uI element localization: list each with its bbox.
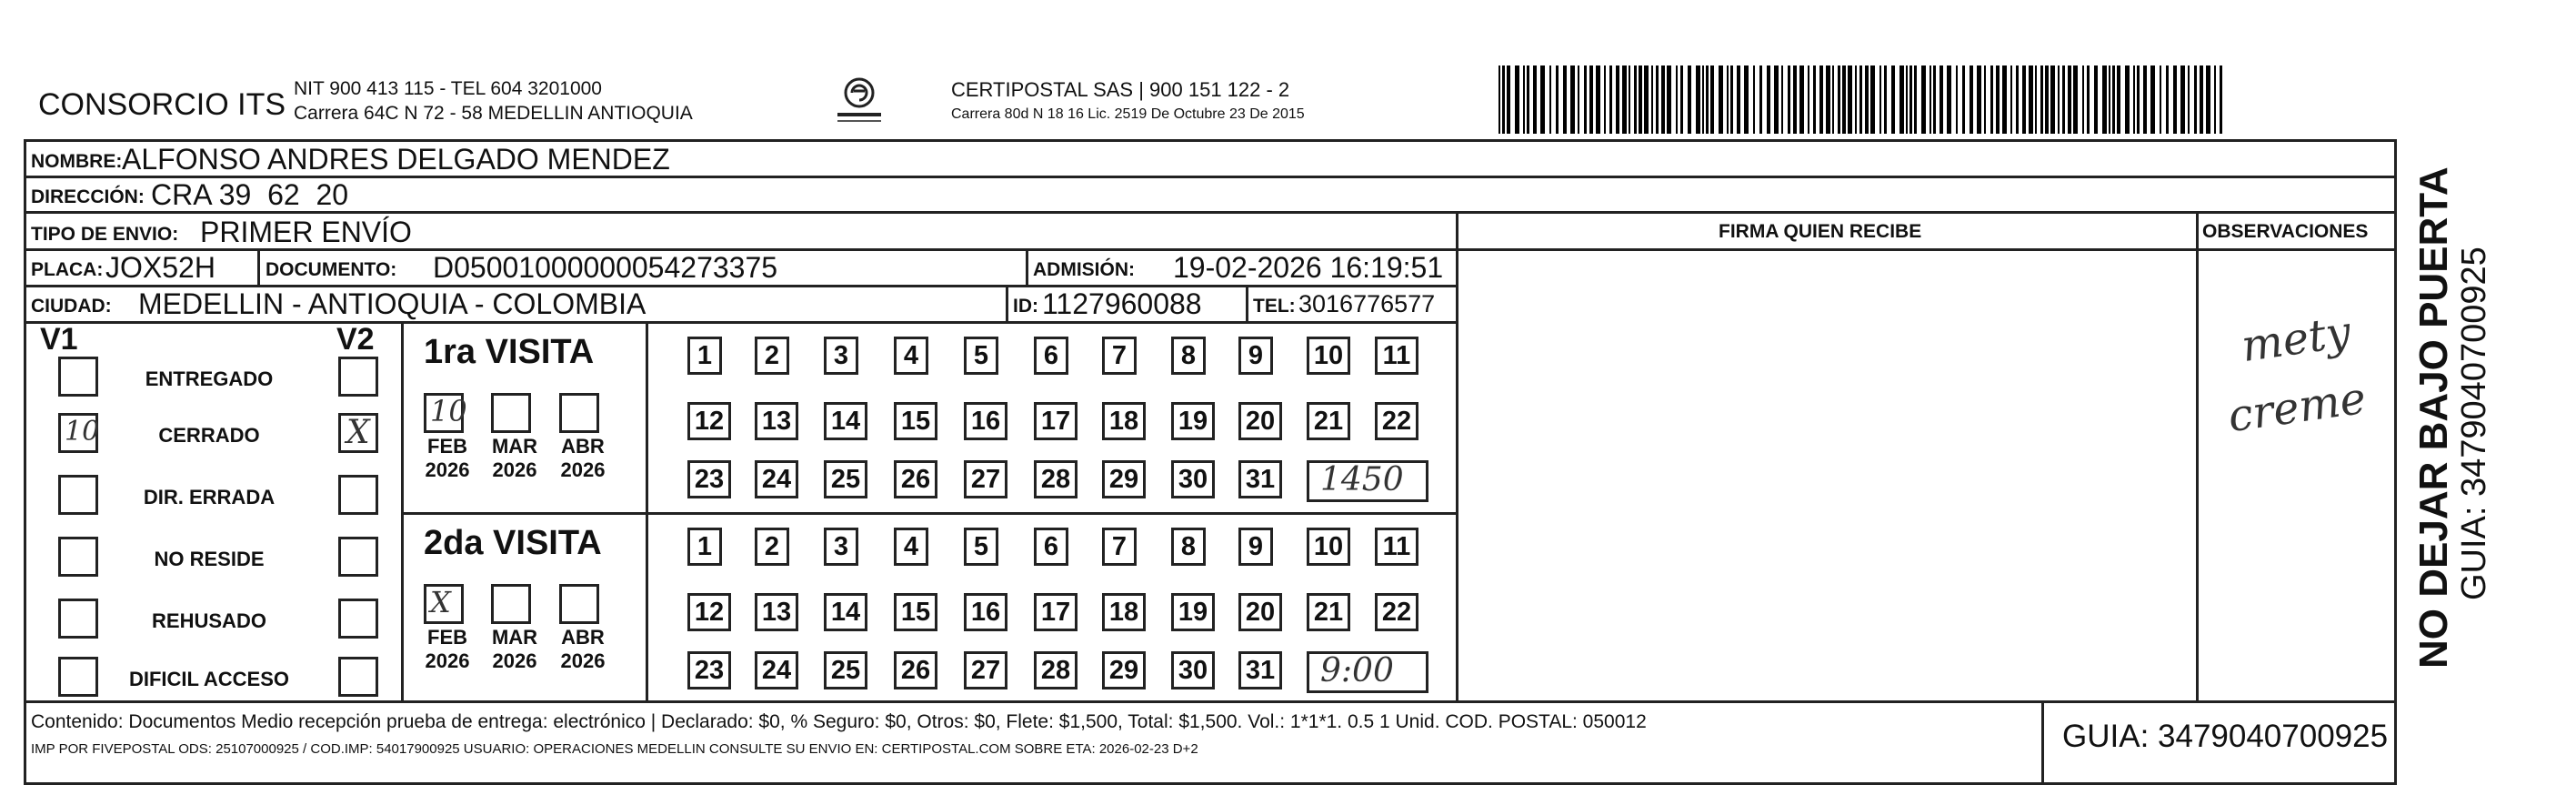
tipo-envio-label: TIPO DE ENVIO: <box>31 224 179 245</box>
visit1-day-box[interactable]: 7 <box>1102 337 1137 375</box>
tel-label: TEL: <box>1253 296 1296 317</box>
barcode-bar <box>2010 65 2012 134</box>
visit2-day-box[interactable]: 4 <box>894 528 928 566</box>
visit1-day-box[interactable]: 24 <box>755 460 798 498</box>
visit2-day-box[interactable]: 9 <box>1238 528 1273 566</box>
carrier-address: Carrera 80d N 18 16 Lic. 2519 De Octubre 23 De 2015 <box>951 106 1305 122</box>
visit2-month-mark: X <box>430 585 451 619</box>
carrier-name: CERTIPOSTAL SAS | 900 151 122 - 2 <box>951 78 1290 101</box>
visit1-title: 1ra VISITA <box>424 333 595 371</box>
observacion-handwritten-2: creme <box>2224 372 2370 443</box>
nombre-value: ALFONSO ANDRES DELGADO MENDEZ <box>122 143 670 176</box>
barcode-bar <box>2206 65 2210 134</box>
barcode-bar <box>2173 65 2177 134</box>
direccion-label: DIRECCIÓN: <box>31 186 145 207</box>
status-v2-checkbox[interactable] <box>338 657 378 697</box>
id-label: ID: <box>1013 296 1038 317</box>
barcode-bar <box>1680 65 1683 134</box>
barcode-bar <box>2143 65 2147 134</box>
barcode-bar <box>1788 65 1790 134</box>
barcode-bar <box>2022 65 2026 134</box>
visit2-title: 2da VISITA <box>424 524 602 562</box>
status-v2-mark: X <box>346 414 370 451</box>
status-label: REHUSADO <box>152 609 266 632</box>
visit1-day-box[interactable]: 12 <box>687 402 731 440</box>
visit2-time-handwritten: 9:00 <box>1320 652 1394 689</box>
barcode-bar <box>1774 65 1779 134</box>
barcode-bar <box>1933 65 1936 134</box>
status-v1-checkbox[interactable] <box>58 475 98 515</box>
barcode-bar <box>2194 65 2197 134</box>
barcode-bar <box>2117 65 2120 134</box>
barcode-bar <box>2214 65 2216 134</box>
barcode-bar <box>1744 65 1749 134</box>
visit2-day-box[interactable]: 13 <box>755 593 798 631</box>
barcode-bar <box>1996 65 2000 134</box>
barcode-bar <box>1616 65 1619 134</box>
tel-value: 3016776577 <box>1298 290 1436 317</box>
status-v1-checkbox[interactable] <box>58 357 98 397</box>
visit1-day-box[interactable]: 14 <box>824 402 867 440</box>
barcode-bar <box>2082 65 2084 134</box>
barcode-bar <box>1929 65 1931 134</box>
barcode-bar <box>1696 65 1700 134</box>
barcode-bar <box>1984 65 1986 134</box>
barcode-bar <box>1730 65 1733 134</box>
barcode-bar <box>1793 65 1797 134</box>
observacion-handwritten-1: mety <box>2238 306 2354 373</box>
barcode-bar <box>1956 65 1958 134</box>
visit2-day-box[interactable]: 27 <box>964 651 1007 689</box>
company-address: Carrera 64C N 72 - 58 MEDELLIN ANTIOQUIA <box>294 103 693 124</box>
visit1-day-box[interactable]: 20 <box>1238 402 1282 440</box>
visit1-day-box[interactable]: 22 <box>1375 402 1418 440</box>
admision-label: ADMISIÓN: <box>1033 259 1135 280</box>
visit2-month-label: ABR <box>561 626 605 649</box>
visit1-day-box[interactable]: 23 <box>687 460 731 498</box>
visit1-time-handwritten: 1450 <box>1320 461 1404 498</box>
barcode-bar <box>1855 65 1857 134</box>
company-name: CONSORCIO ITS <box>38 87 286 122</box>
barcode-bar <box>1533 65 1537 134</box>
barcode-bar <box>2068 65 2071 134</box>
barcode <box>1498 65 2226 134</box>
barcode-bar <box>2109 65 2110 134</box>
observaciones-header: OBSERVACIONES <box>2202 221 2369 242</box>
barcode-bar <box>1702 65 1704 134</box>
visit2-day-box[interactable]: 25 <box>824 651 867 689</box>
barcode-bar <box>2035 65 2037 134</box>
visit2-month-label: FEB <box>427 626 467 649</box>
visit2-day-box[interactable]: 8 <box>1171 528 1206 566</box>
barcode-bar <box>1589 65 1593 134</box>
barcode-bar <box>2029 65 2033 134</box>
barcode-bar <box>1819 65 1823 134</box>
barcode-bar <box>1498 65 1500 134</box>
visit2-day-box[interactable]: 20 <box>1238 593 1282 631</box>
barcode-bar <box>1540 65 1545 134</box>
barcode-bar <box>2045 65 2049 134</box>
visit2-day-box[interactable]: 6 <box>1034 528 1068 566</box>
barcode-bar <box>1759 65 1762 134</box>
barcode-bar <box>2180 65 2185 134</box>
visit1-month-checkbox[interactable] <box>491 393 531 433</box>
barcode-bar <box>1799 65 1804 134</box>
visit2-day-box[interactable]: 10 <box>1307 528 1350 566</box>
visit1-day-box[interactable]: 10 <box>1307 337 1350 375</box>
visit2-day-box[interactable]: 23 <box>687 651 731 689</box>
barcode-bar <box>2220 65 2222 134</box>
barcode-bar <box>1914 65 1918 134</box>
barcode-bar <box>1570 65 1575 134</box>
visit2-day-box[interactable]: 5 <box>964 528 998 566</box>
visit2-day-box[interactable]: 24 <box>755 651 798 689</box>
barcode-bar <box>1899 65 1904 134</box>
documento-value: D05001000000054273375 <box>433 251 778 284</box>
barcode-bar <box>2160 65 2161 134</box>
barcode-bar <box>1719 65 1723 134</box>
barcode-bar <box>1737 65 1740 134</box>
barcode-bar <box>1622 65 1627 134</box>
barcode-bar <box>1596 65 1600 134</box>
placa-value: JOX52H <box>105 251 216 284</box>
barcode-bar <box>1688 65 1691 134</box>
status-label: ENTREGADO <box>145 367 274 390</box>
barcode-bar <box>1706 65 1709 134</box>
visit2-day-box[interactable]: 19 <box>1171 593 1215 631</box>
visit1-day-box[interactable]: 27 <box>964 460 1007 498</box>
barcode-bar <box>2050 65 2055 134</box>
barcode-bar <box>1639 65 1642 134</box>
visit2-day-box[interactable]: 22 <box>1375 593 1418 631</box>
visit2-year-label: 2026 <box>560 649 606 672</box>
visit2-day-box[interactable]: 17 <box>1034 593 1078 631</box>
id-value: 1127960088 <box>1042 287 1202 320</box>
admision-value: 19-02-2026 16:19:51 <box>1173 251 1444 284</box>
status-label: DIFICIL ACCESO <box>128 668 289 690</box>
barcode-bar <box>2200 65 2203 134</box>
barcode-bar <box>1676 65 1678 134</box>
visit2-day-box[interactable]: 1 <box>687 528 722 566</box>
visit2-day-box[interactable]: 30 <box>1171 651 1215 689</box>
visit2-month-checkbox[interactable] <box>559 584 599 624</box>
barcode-bar <box>1826 65 1830 134</box>
visit2-time-box <box>1307 651 1428 693</box>
v2-header: V2 <box>336 322 375 357</box>
visit1-day-box[interactable]: 30 <box>1171 460 1215 498</box>
visit1-day-box[interactable]: 18 <box>1102 402 1146 440</box>
status-v2-checkbox[interactable] <box>338 413 378 453</box>
status-v1-mark: 10 <box>65 416 100 448</box>
tipo-envio-value: PRIMER ENVÍO <box>200 216 412 248</box>
barcode-bar <box>1507 65 1510 134</box>
visit1-month-checkbox[interactable] <box>559 393 599 433</box>
visit1-day-box[interactable]: 31 <box>1238 460 1282 498</box>
barcode-bar <box>1767 65 1770 134</box>
status-v2-checkbox[interactable] <box>338 357 378 397</box>
barcode-bar <box>2062 65 2065 134</box>
visit1-day-box[interactable]: 26 <box>894 460 937 498</box>
nombre-label: NOMBRE: <box>31 151 123 172</box>
company-nit: NIT 900 413 115 - TEL 604 3201000 <box>294 78 602 99</box>
barcode-bar <box>1502 65 1505 134</box>
barcode-bar <box>1629 65 1630 134</box>
status-v1-checkbox[interactable] <box>58 657 98 697</box>
barcode-bar <box>2102 65 2107 134</box>
barcode-bar <box>1523 65 1525 134</box>
barcode-bar <box>2073 65 2078 134</box>
visit2-day-box[interactable]: 28 <box>1034 651 1078 689</box>
visit1-time-box <box>1307 460 1428 502</box>
barcode-bar <box>2133 65 2135 134</box>
visit2-day-box[interactable]: 16 <box>964 593 1007 631</box>
barcode-bar <box>1604 65 1606 134</box>
visit1-day-box[interactable]: 16 <box>964 402 1007 440</box>
barcode-bar <box>1644 65 1649 134</box>
status-v2-checkbox[interactable] <box>338 599 378 639</box>
barcode-bar <box>1667 65 1671 134</box>
barcode-bar <box>2040 65 2043 134</box>
barcode-bar <box>1947 65 1951 134</box>
documento-label: DOCUMENTO: <box>266 259 397 280</box>
certipostal-logo <box>832 71 887 127</box>
barcode-bar <box>1515 65 1519 134</box>
visit1-year-label: 2026 <box>492 458 537 481</box>
status-v1-checkbox[interactable] <box>58 537 98 577</box>
visit2-day-box[interactable]: 15 <box>894 593 937 631</box>
status-v1-checkbox[interactable] <box>58 413 98 453</box>
status-label: DIR. ERRADA <box>143 486 276 508</box>
visit2-day-box[interactable]: 14 <box>824 593 867 631</box>
barcode-bar <box>2188 65 2190 134</box>
barcode-bar <box>1838 65 1840 134</box>
visit1-year-label: 2026 <box>425 458 470 481</box>
barcode-bar <box>2137 65 2140 134</box>
status-label: CERRADO <box>158 424 260 447</box>
visit1-month-checkbox[interactable] <box>424 393 467 433</box>
visit2-day-box[interactable]: 12 <box>687 593 731 631</box>
barcode-bar <box>1848 65 1852 134</box>
visit2-day-box[interactable]: 31 <box>1238 651 1282 689</box>
barcode-bar <box>1727 65 1729 134</box>
barcode-bar <box>1651 65 1653 134</box>
visit2-day-box[interactable]: 11 <box>1375 528 1418 566</box>
barcode-bar <box>2058 65 2060 134</box>
visit1-day-box[interactable]: 6 <box>1034 337 1068 375</box>
barcode-bar <box>2016 65 2019 134</box>
visit1-day-box[interactable]: 19 <box>1171 402 1215 440</box>
barcode-bar <box>1753 65 1755 134</box>
barcode-bar <box>1609 65 1612 134</box>
status-v2-checkbox[interactable] <box>338 475 378 515</box>
visit2-day-box[interactable]: 3 <box>824 528 858 566</box>
barcode-bar <box>1906 65 1908 134</box>
barcode-bar <box>1832 65 1834 134</box>
barcode-bar <box>2002 65 2007 134</box>
barcode-bar <box>1962 65 1965 134</box>
visit1-day-box[interactable]: 8 <box>1171 337 1206 375</box>
visit1-day-box[interactable]: 13 <box>755 402 798 440</box>
visit1-day-box[interactable]: 11 <box>1375 337 1418 375</box>
barcode-bar <box>1884 65 1887 134</box>
barcode-bar <box>1549 65 1551 134</box>
visit2-month-checkbox[interactable] <box>491 584 531 624</box>
visit1-day-box[interactable]: 3 <box>824 337 858 375</box>
visit1-month-label: ABR <box>561 435 605 458</box>
barcode-bar <box>1921 65 1926 134</box>
visit1-day-box[interactable]: 17 <box>1034 402 1078 440</box>
barcode-bar <box>1781 65 1783 134</box>
barcode-bar <box>1527 65 1529 134</box>
visit2-day-box[interactable]: 21 <box>1307 593 1350 631</box>
barcode-bar <box>1842 65 1846 134</box>
barcode-bar <box>1990 65 1993 134</box>
barcode-bar <box>1909 65 1912 134</box>
barcode-bar <box>2150 65 2155 134</box>
ciudad-label: CIUDAD: <box>31 296 112 317</box>
direccion-value: CRA 39 62 20 <box>151 178 349 211</box>
barcode-bar <box>1710 65 1714 134</box>
status-v1-checkbox[interactable] <box>58 599 98 639</box>
placa-label: PLACA: <box>31 259 104 280</box>
visit2-day-box[interactable]: 2 <box>755 528 789 566</box>
visit1-day-box[interactable]: 2 <box>755 337 789 375</box>
footer-content: Contenido: Documentos Medio recepción prueba de entrega: electrónico | Declarado: $0, % Seguro: $0, Otros: $0, Flete: $1,500, Total: $1,500. Vol.: 1*1*1. 0.5 1 Unid. COD. POSTAL: 050012 <box>31 711 1647 732</box>
v1-header: V1 <box>40 322 78 357</box>
firma-header: FIRMA QUIEN RECIBE <box>1719 221 1922 242</box>
visit2-year-label: 2026 <box>492 649 537 672</box>
status-label: NO RESIDE <box>154 548 265 570</box>
barcode-bar <box>1808 65 1809 134</box>
ciudad-value: MEDELLIN - ANTIOQUIA - COLOMBIA <box>138 287 647 320</box>
barcode-bar <box>1977 65 1981 134</box>
barcode-bar <box>2112 65 2115 134</box>
visit1-day-box[interactable]: 1 <box>687 337 722 375</box>
barcode-bar <box>1879 65 1881 134</box>
status-v2-checkbox[interactable] <box>338 537 378 577</box>
barcode-bar <box>2087 65 2090 134</box>
visit1-month-mark: 10 <box>430 394 467 428</box>
visit1-day-box[interactable]: 21 <box>1307 402 1350 440</box>
barcode-bar <box>1578 65 1579 134</box>
visit1-day-box[interactable]: 25 <box>824 460 867 498</box>
barcode-bar <box>1634 65 1637 134</box>
barcode-bar <box>1656 65 1659 134</box>
barcode-bar <box>1859 65 1862 134</box>
barcode-bar <box>1661 65 1665 134</box>
visit1-day-box[interactable]: 9 <box>1238 337 1273 375</box>
visit1-month-label: FEB <box>427 435 467 458</box>
visit1-year-label: 2026 <box>560 458 606 481</box>
barcode-bar <box>2125 65 2130 134</box>
barcode-bar <box>1891 65 1895 134</box>
barcode-bar <box>2094 65 2098 134</box>
side-guia: GUIA: 3479040700925 <box>2455 247 2493 600</box>
visit2-month-checkbox[interactable] <box>424 584 464 624</box>
barcode-bar <box>1940 65 1943 134</box>
visit2-year-label: 2026 <box>425 649 470 672</box>
barcode-bar <box>1865 65 1869 134</box>
visit2-day-box[interactable]: 29 <box>1102 651 1146 689</box>
barcode-bar <box>1584 65 1587 134</box>
visit2-month-label: MAR <box>491 626 538 649</box>
footer-guia: GUIA: 3479040700925 <box>2062 719 2389 754</box>
visit1-day-box[interactable]: 29 <box>1102 460 1146 498</box>
no-dejar-bajo-puerta: NO DEJAR BAJO PUERTA <box>2411 166 2456 669</box>
visit1-day-box[interactable]: 15 <box>894 402 937 440</box>
barcode-bar <box>2166 65 2169 134</box>
barcode-bar <box>1813 65 1816 134</box>
visit2-day-box[interactable]: 18 <box>1102 593 1146 631</box>
visit1-day-box[interactable]: 28 <box>1034 460 1078 498</box>
visit2-day-box[interactable]: 7 <box>1102 528 1137 566</box>
barcode-bar <box>1970 65 1973 134</box>
visit1-day-box[interactable]: 5 <box>964 337 998 375</box>
barcode-bar <box>1556 65 1559 134</box>
footer-imp: IMP POR FIVEPOSTAL ODS: 25107000925 / COD.IMP: 54017900925 USUARIO: OPERACIONES MEDELLIN CONSULTE SU ENVIO EN: CERTIPOSTAL.COM SOBRE ETA: 2026-02-23 D+2 <box>31 741 1198 757</box>
barcode-bar <box>1870 65 1875 134</box>
visit2-day-box[interactable]: 26 <box>894 651 937 689</box>
barcode-bar <box>1563 65 1567 134</box>
visit1-day-box[interactable]: 4 <box>894 337 928 375</box>
visit1-month-label: MAR <box>491 435 538 458</box>
